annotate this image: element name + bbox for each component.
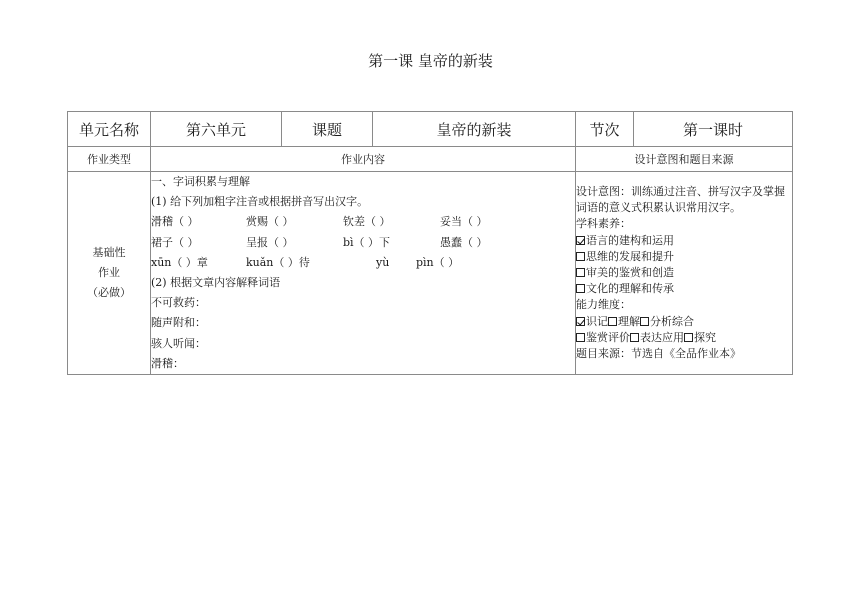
term-item: 滑稽：	[151, 356, 184, 370]
literacy-item	[576, 281, 792, 297]
word-item: 赏赐（ ）	[246, 215, 294, 229]
ability-text: 鉴赏评价	[586, 330, 630, 344]
category-line: （必做）	[87, 286, 131, 300]
word-item: 愚蠢（ ）	[440, 235, 488, 249]
word-item: yù	[376, 255, 390, 269]
term-item: 不可救药：	[151, 296, 206, 310]
ability-label: 能力维度：	[576, 298, 631, 312]
term-item: 随声附和：	[151, 316, 206, 330]
ability-text: 表达应用	[640, 330, 684, 344]
literacy-text: 语言的建构和运用	[586, 233, 674, 247]
topic-value: 皇帝的新装	[373, 112, 576, 147]
word-item: 钦差（ ）	[343, 215, 391, 229]
ability-line-1	[576, 314, 792, 330]
homework-row	[68, 172, 793, 375]
unit-label: 单元名称	[68, 112, 151, 147]
category-line: 作业	[98, 266, 120, 280]
column-header-row	[68, 147, 793, 172]
ability-text: 识记	[586, 314, 608, 328]
word-line-2	[151, 233, 575, 253]
term-item: 骇人听闻：	[151, 336, 206, 350]
ability-text: 探究	[694, 330, 716, 344]
ability-line-2	[576, 330, 792, 346]
word-line-1	[151, 212, 575, 232]
literacy-item	[576, 249, 792, 265]
checkbox-checked-icon	[576, 236, 585, 245]
question-1: (1) 给下列加粗字注音或根据拼音写出汉字。	[151, 195, 369, 209]
literacy-text: 思维的发展和提升	[586, 249, 674, 263]
column-design-header: 设计意图和题目来源	[576, 147, 793, 172]
checkbox-icon	[576, 252, 585, 261]
content-heading: 一、字词积累与理解	[151, 175, 250, 188]
content-cell	[151, 172, 576, 375]
column-content-header: 作业内容	[151, 147, 576, 172]
checkbox-icon	[576, 284, 585, 293]
column-type-header: 作业类型	[68, 147, 151, 172]
ability-text: 分析综合	[650, 314, 694, 328]
unit-value: 第六单元	[151, 112, 282, 147]
design-intent: 设计意图：训练通过注音、拼写汉字及掌握词语的意义式积累认识常用汉字。	[576, 184, 785, 215]
ability-text: 理解	[618, 314, 640, 328]
question-source: 题目来源：节选自《全品作业本》	[576, 346, 741, 360]
category-cell	[68, 172, 151, 375]
literacy-item	[576, 233, 792, 249]
word-item: 裙子（ ）	[151, 235, 199, 249]
word-item: kuǎn（ ）待	[246, 255, 310, 269]
word-line-3	[151, 253, 575, 273]
word-item: 呈报（ ）	[246, 235, 294, 249]
question-2: (2) 根据文章内容解释词语	[151, 276, 281, 290]
section-label: 节次	[576, 112, 634, 147]
checkbox-icon	[576, 333, 585, 342]
literacy-text: 审美的鉴赏和创造	[586, 265, 674, 279]
checkbox-icon	[608, 317, 617, 326]
literacy-label: 学科素养：	[576, 217, 631, 231]
word-item: bì（ ）下	[343, 235, 391, 249]
word-item: xūn（ ）章	[151, 255, 208, 269]
checkbox-icon	[640, 317, 649, 326]
section-value: 第一课时	[634, 112, 793, 147]
literacy-item	[576, 265, 792, 281]
page-title: 第一课 皇帝的新装	[368, 52, 493, 70]
header-row	[68, 112, 793, 147]
word-item: 妥当（ ）	[440, 215, 488, 229]
topic-label: 课题	[282, 112, 373, 147]
checkbox-checked-icon	[576, 317, 585, 326]
checkbox-icon	[576, 268, 585, 277]
checkbox-icon	[630, 333, 639, 342]
category-line: 基础性	[92, 246, 126, 260]
homework-table	[67, 111, 793, 375]
checkbox-icon	[684, 333, 693, 342]
literacy-text: 文化的理解和传承	[586, 282, 674, 296]
word-item: pìn（ ）	[416, 255, 460, 269]
word-item: 滑稽（ ）	[151, 215, 199, 229]
design-cell	[576, 172, 793, 375]
